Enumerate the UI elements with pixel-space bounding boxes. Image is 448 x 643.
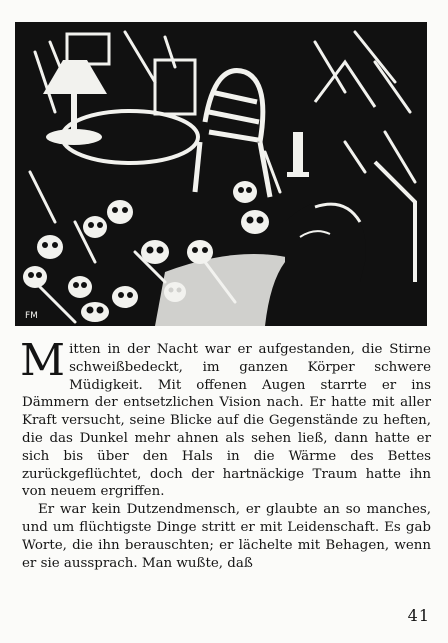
artist-signature: FM <box>25 311 38 321</box>
woodcut-illustration <box>15 22 427 326</box>
page-number: 41 <box>407 606 430 625</box>
skull-9 <box>68 276 92 298</box>
drop-cap: M <box>20 335 66 386</box>
paragraph-2: Er war kein Dutzendmensch, er glaubte an so manches, und um flüchtigste Dinge stritt er mit Leidenschaft. Es gab Worte, die ihn berauschten; er lächelte mit Behagen, wenn er sie aussprach. Man wußte, daß <box>22 502 431 571</box>
body-text <box>20 335 431 572</box>
skull-10 <box>112 286 138 308</box>
skull-4 <box>83 216 107 238</box>
skull-2 <box>241 210 269 234</box>
woodcut-artwork <box>15 22 427 326</box>
skull-5 <box>37 235 63 259</box>
skull-11 <box>81 302 109 322</box>
paragraph-1-text: itten in der Nacht war er aufgestanden, die Stirne schweißbedeckt, im ganzen Körper schwere Müdigkeit. Mit offenen Augen starrte er ins Dämmern der entsetzlichen Vision nach. Er hatte mit aller Kraft versucht, seine Blicke auf die Gegenstände zu heften, die das Dunkel mehr ahnen als sehen ließ, dann hatte er sich bis über den Hals in die Wärme des Bettes zurückgeflüchtet, doch der hartnäckige Traum hatte ihn von neuem ergriffen. <box>22 342 431 500</box>
skull-8 <box>23 266 47 288</box>
skull-6 <box>141 240 169 264</box>
skull-1 <box>233 181 257 203</box>
skull-3 <box>107 200 133 224</box>
paragraph-1 <box>20 335 431 501</box>
